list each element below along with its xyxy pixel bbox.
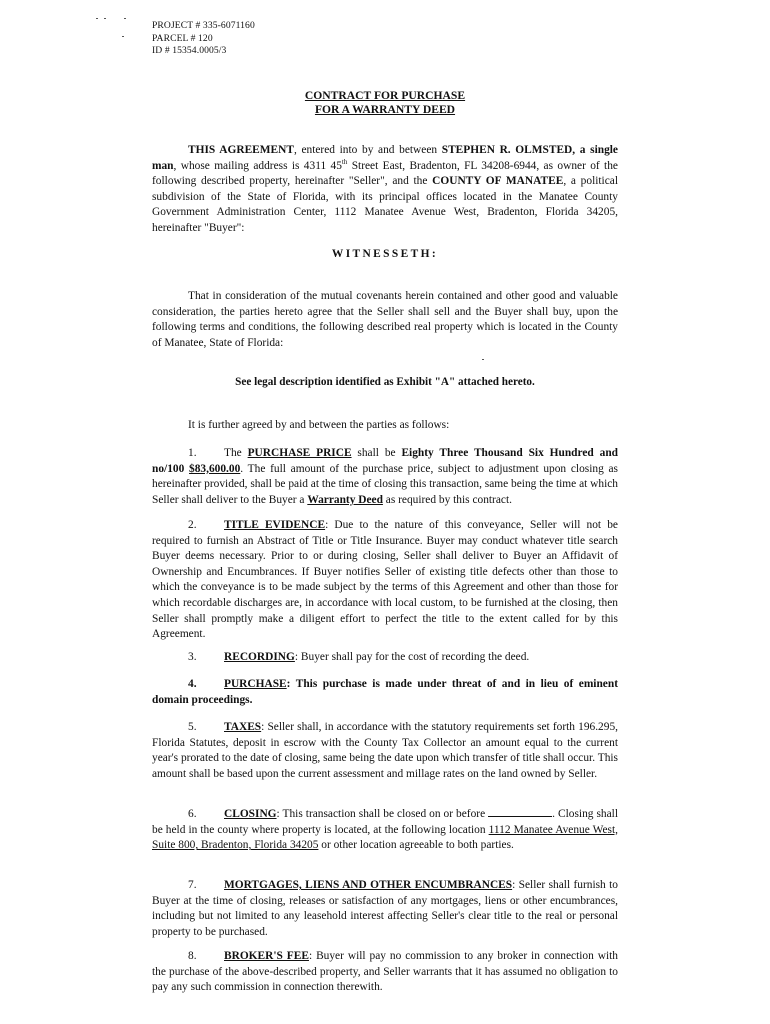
- section-heading: MORTGAGES, LIENS AND OTHER ENCUMBRANCES: [224, 879, 513, 891]
- section-number: 4.: [188, 678, 197, 690]
- section-heading: CLOSING: [224, 808, 277, 820]
- section-number: 7.: [188, 879, 197, 891]
- section-heading: PURCHASE: [224, 678, 287, 690]
- section-4-purchase: 4. PURCHASE: This purchase is made under threat of and in lieu of eminent domain proceedings.: [152, 678, 618, 706]
- scan-speck: [124, 18, 126, 19]
- section-3-recording: 3. RECORDING: Buyer shall pay for the cost of recording the deed.: [152, 650, 618, 666]
- consideration-paragraph: That in consideration of the mutual covenants herein contained and other good and valuable consideration, the parties hereto agree that the Seller shall sell and the Buyer shall buy, upon the following terms and conditions, the following described real property which is located in the County of Manatee, State of Florida:: [152, 290, 618, 349]
- section-heading: TAXES: [224, 721, 262, 733]
- section-heading: PURCHASE PRICE: [247, 447, 352, 459]
- scan-speck: [122, 36, 124, 37]
- section-number: 8.: [188, 950, 197, 962]
- section-5-taxes: 5. TAXES: Seller shall, in accordance with the statutory requirements set forth 196.295, Florida Statutes, deposit in escrow with the County Tax Collector an amount equal to the current year's prorated to the date of closing, same being the date upon which transfer of title shall occur. This amount shall be based upon the current assessment and millage rates on the land owned by Seller.: [152, 721, 618, 780]
- header-block: [152, 20, 255, 58]
- section-number: 2.: [188, 519, 197, 531]
- seller-name: STEPHEN R. OLMSTED, a single man: [152, 144, 618, 172]
- section-heading: TITLE EVIDENCE: [224, 519, 326, 531]
- section-2-title-evidence: 2. TITLE EVIDENCE: Due to the nature of this conveyance, Seller will not be required to furnish an Abstract of Title or Title Insurance. Buyer may conduct whatever title search Buyer deems necessary. Prior to or during closing, Seller shall deliver to Buyer an Affidavit of Ownership and Encumbrances. If Buyer notifies Seller of existing title defects other than those to which the conveyance is to be made subject by the terms of this Agreement and other than those for which recordable discharges are, in accordance with local custom, to be furnished at the closing, then Seller shall promptly make a diligent effort to perfect the title to the extent called for by this Agreement.: [152, 519, 618, 641]
- section-6-closing: 6. CLOSING: This transaction shall be closed on or before . Closing shall be held in the county where property is located, at the following location 1112 Manatee Avenue West, Suite 800, Bradenton, Florida 34205 or other location agreeable to both parties.: [152, 808, 618, 852]
- title-line-1: CONTRACT FOR PURCHASE: [304, 89, 466, 102]
- section-heading: BROKER'S FEE: [224, 950, 309, 962]
- scan-speck: [482, 359, 484, 360]
- section-heading: RECORDING: [224, 651, 295, 663]
- closing-date-blank: [488, 806, 552, 817]
- section-8-brokers-fee: 8. BROKER'S FEE: Buyer will pay no commission to any broker in connection with the purchase of the above-described property, and Seller warrants that it has assumed no obligation to pay any such commission in connection therewith.: [152, 950, 619, 994]
- section-1-purchase-price: 1. The PURCHASE PRICE shall be Eighty Three Thousand Six Hundred and no/100 $83,600.00. The full amount of the purchase price, subject to adjustment upon closing as hereinafter provided, shall be paid at the time of closing this transaction, same being the time at which Seller shall deliver to the Buyer a Warranty Deed as required by this contract.: [152, 447, 618, 506]
- warranty-deed-term: Warranty Deed: [307, 493, 383, 506]
- parcel-number: PARCEL # 120: [152, 32, 213, 44]
- title-line-2: FOR A WARRANTY DEED: [314, 103, 456, 117]
- section-number: 6.: [188, 808, 197, 820]
- price-in-words: Eighty Three Thousand Six Hundred and no/100: [152, 447, 618, 475]
- legal-description-note: See legal description identified as Exhibit "A" attached hereto.: [235, 376, 535, 388]
- buyer-name: COUNTY OF MANATEE: [432, 175, 564, 188]
- scan-speck: [96, 18, 98, 19]
- further-agreed-paragraph: It is further agreed by and between the parties as follows:: [188, 419, 450, 431]
- scan-speck: [104, 18, 106, 19]
- witnesseth-heading: WITNESSETH:: [331, 248, 439, 260]
- intro-paragraph: THIS AGREEMENT, entered into by and between STEPHEN R. OLMSTED, a single man, whose mailing address is 4311 45th Street East, Bradenton, FL 34208-6944, as owner of the following described property, hereinafter "Seller", and the COUNTY OF MANATEE, a political subdivision of the State of Florida, with its principal offices located in the Manatee County Government Administration Center, 1112 Manatee Avenue West, Bradenton, Florida 34205, hereinafter "Buyer":: [152, 144, 618, 234]
- id-number: ID # 15354.0005/3: [152, 45, 227, 57]
- section-number: 5.: [188, 721, 197, 733]
- price-amount: $83,600.00: [189, 462, 241, 475]
- project-number: PROJECT # 335-6071160: [152, 20, 255, 31]
- section-number: 3.: [188, 651, 197, 663]
- closing-location: 1112 Manatee Avenue West, Suite 800, Bradenton, Florida 34205: [152, 823, 618, 852]
- agreement-lead: THIS AGREEMENT: [188, 144, 294, 156]
- document-title: [152, 89, 618, 117]
- section-number: 1.: [188, 447, 197, 459]
- section-7-mortgages-liens: 7. MORTGAGES, LIENS AND OTHER ENCUMBRANCES: Seller shall furnish to Buyer at the time of closing, releases or satisfaction of any mortgages, liens or other encumbrances, including but not limited to any leasehold interest affecting Seller's clear title to the real or personal property to be purchased.: [152, 879, 618, 938]
